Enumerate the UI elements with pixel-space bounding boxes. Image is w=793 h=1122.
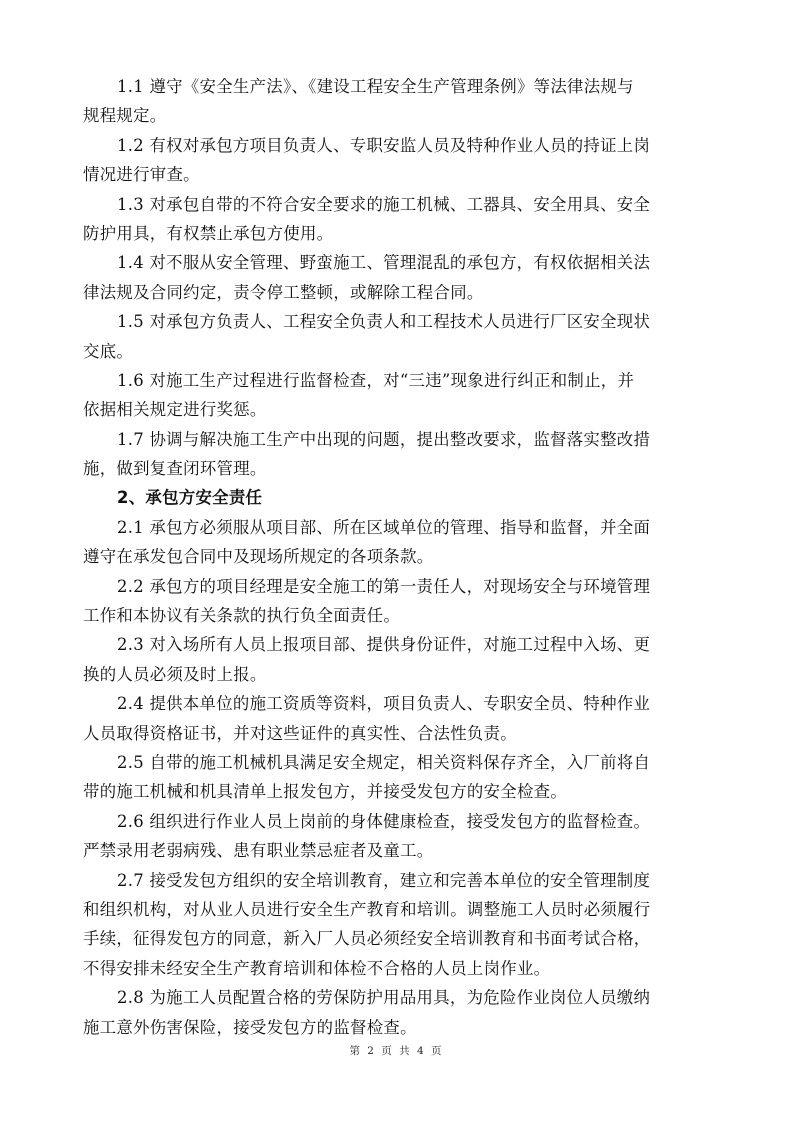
clause-2-2 <box>83 572 715 631</box>
clause-line: 施，做到复查闭环管理。 <box>83 459 267 479</box>
clause-1-3 <box>83 190 715 249</box>
clause-line: 手续，征得发包方的同意，新入厂人员必须经安全培训教育和书面考试合格， <box>83 929 651 949</box>
clause-1-7 <box>83 425 715 484</box>
clause-line: 1.6 对施工生产过程进行监督检查，对“三违”现象进行纠正和制止，并 <box>117 370 635 390</box>
clause-line: 防护用具，有权禁止承包方使用。 <box>83 223 334 243</box>
document-page <box>83 72 715 1042</box>
clause-line: 2.1 承包方必须服从项目部、所在区域单位的管理、指导和监督，并全面 <box>117 517 651 537</box>
clause-line: 1.2 有权对承包方项目负责人、专职安监人员及特种作业人员的持证上岗 <box>117 135 651 155</box>
clause-2-5 <box>83 748 715 807</box>
clause-2-6 <box>83 807 715 866</box>
clause-line: 1.4 对不服从安全管理、野蛮施工、管理混乱的承包方，有权依据相关法 <box>117 253 651 273</box>
clause-line: 2.6 组织进行作业人员上岗前的身体健康检查，接受发包方的监督检查。 <box>117 811 651 831</box>
clause-line: 和组织机构，对从业人员进行安全生产教育和培训。调整施工人员时必须履行 <box>83 899 651 919</box>
clause-line: 2.5 自带的施工机械机具满足安全规定，相关资料保存齐全，入厂前将自 <box>117 752 651 772</box>
clause-line: 2.8 为施工人员配置合格的劳保防护用品用具，为危险作业岗位人员缴纳 <box>117 988 651 1008</box>
clause-line: 1.5 对承包方负责人、工程安全负责人和工程技术人员进行厂区安全现状 <box>117 312 651 332</box>
clause-line: 情况进行审查。 <box>83 165 200 185</box>
clause-1-5 <box>83 307 715 366</box>
page-footer: 第 2 页 共 4 页 <box>349 1045 444 1057</box>
clause-line: 1.1 遵守《安全生产法》、《建设工程安全生产管理条例》等法律法规与 <box>117 77 634 96</box>
clause-line: 依据相关规定进行奖惩。 <box>83 400 267 420</box>
clause-2-7 <box>83 866 715 984</box>
clause-2-4 <box>83 689 715 748</box>
clause-line: 律法规及合同约定，责令停工整顿，或解除工程合同。 <box>83 282 484 302</box>
clause-1-6 <box>83 366 715 425</box>
clause-1-2 <box>83 131 715 190</box>
clause-1-4 <box>83 248 715 307</box>
clause-line: 1.3 对承包自带的不符合安全要求的施工机械、工器具、安全用具、安全 <box>117 194 651 214</box>
clause-line: 不得安排未经安全生产教育培训和体检不合格的人员上岗作业。 <box>83 958 551 978</box>
clause-line: 交底。 <box>83 341 134 361</box>
clause-2-8 <box>83 983 715 1042</box>
clause-1-1 <box>83 72 715 131</box>
clause-line: 2.7 接受发包方组织的安全培训教育，建立和完善本单位的安全管理制度 <box>117 870 651 890</box>
clause-2-3 <box>83 630 715 689</box>
clause-line: 2.3 对入场所有人员上报项目部、提供身份证件，对施工过程中入场、更 <box>117 635 651 655</box>
clause-2-1 <box>83 513 715 572</box>
clause-line: 人员取得资格证书，并对这些证件的真实性、合法性负责。 <box>83 723 517 743</box>
clause-line: 1.7 协调与解决施工生产中出现的问题，提出整改要求，监督落实整改措 <box>117 429 651 449</box>
clause-line: 带的施工机械和机具清单上报发包方，并接受发包方的安全检查。 <box>83 782 568 802</box>
clause-line: 遵守在承发包合同中及现场所规定的各项条款。 <box>83 547 434 567</box>
clause-line: 严禁录用老弱病残、患有职业禁忌症者及童工。 <box>83 841 434 861</box>
clause-line: 规程规定。 <box>83 106 167 126</box>
section-heading-2: 2、承包方安全责任 <box>117 488 263 508</box>
clause-line: 工作和本协议有关条款的执行负全面责任。 <box>83 606 401 626</box>
clause-line: 换的人员必须及时上报。 <box>83 664 267 684</box>
clause-line: 2.2 承包方的项目经理是安全施工的第一责任人，对现场安全与环境管理 <box>117 576 651 596</box>
clause-line: 施工意外伤害保险，接受发包方的监督检查。 <box>83 1017 417 1037</box>
clause-line: 2.4 提供本单位的施工资质等资料，项目负责人、专职安全员、特种作业 <box>117 694 651 714</box>
